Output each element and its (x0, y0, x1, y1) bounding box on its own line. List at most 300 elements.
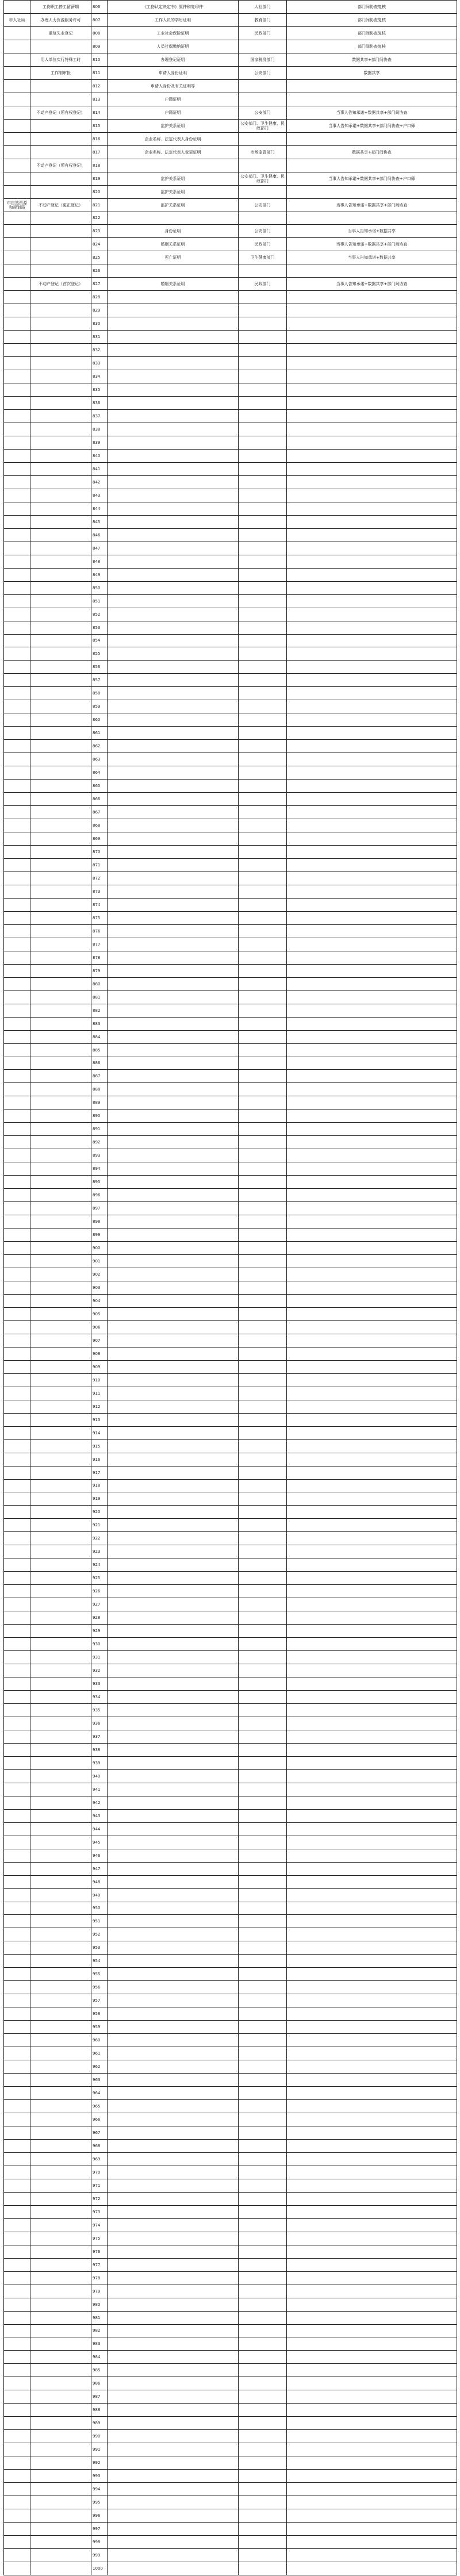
item-cell (30, 1123, 91, 1136)
region-cell (4, 700, 30, 713)
item-cell (30, 2390, 91, 2404)
mode-cell (287, 449, 457, 462)
table-row (4, 1664, 457, 1677)
mode-cell (287, 1189, 457, 1202)
table-row (4, 1110, 457, 1123)
material-cell: 监护关系证明 (108, 198, 239, 212)
material-cell (108, 212, 239, 225)
mode-cell (287, 991, 457, 1004)
region-cell (4, 2007, 30, 2021)
number-cell: 971 (91, 2179, 108, 2192)
department-cell: 民政部门 (239, 238, 287, 251)
department-cell (239, 846, 287, 859)
item-cell (30, 475, 91, 489)
item-cell (30, 1030, 91, 1043)
region-cell (4, 26, 30, 40)
number-cell: 869 (91, 832, 108, 846)
mode-cell (287, 1968, 457, 1981)
region-cell (4, 1387, 30, 1400)
region-cell (4, 436, 30, 449)
item-cell (30, 1466, 91, 1479)
item-cell (30, 1968, 91, 1981)
item-cell (30, 2152, 91, 2166)
table-row (4, 397, 457, 410)
region-cell (4, 2113, 30, 2126)
department-cell (239, 938, 287, 951)
department-cell (239, 159, 287, 172)
material-cell (108, 1360, 239, 1373)
table-row (4, 449, 457, 462)
mode-cell (287, 462, 457, 475)
region-cell (4, 119, 30, 132)
department-cell (239, 1162, 287, 1176)
item-cell (30, 462, 91, 475)
material-cell (108, 1162, 239, 1176)
table-row (4, 1743, 457, 1756)
number-cell: 980 (91, 2298, 108, 2311)
material-cell (108, 1730, 239, 1743)
region-cell (4, 1849, 30, 1862)
mode-cell (287, 2496, 457, 2509)
number-cell: 808 (91, 26, 108, 40)
department-cell (239, 1981, 287, 1994)
item-cell (30, 2021, 91, 2034)
department-cell (239, 1453, 287, 1466)
region-cell (4, 1400, 30, 1413)
material-cell (108, 1756, 239, 1769)
item-cell (30, 1043, 91, 1057)
table-row (4, 383, 457, 397)
material-cell (108, 1479, 239, 1492)
number-cell: 945 (91, 1836, 108, 1849)
department-cell (239, 2060, 287, 2074)
region-cell (4, 2417, 30, 2430)
region-cell (4, 66, 30, 79)
item-cell (30, 1664, 91, 1677)
department-cell (239, 1598, 287, 1611)
mode-cell (287, 1703, 457, 1717)
region-cell (4, 1532, 30, 1545)
department-cell (239, 1730, 287, 1743)
table-row (4, 2192, 457, 2205)
item-cell (30, 40, 91, 53)
region-cell (4, 2245, 30, 2258)
table-row (4, 1347, 457, 1360)
mode-cell (287, 1413, 457, 1426)
region-cell (4, 1215, 30, 1229)
mode-cell (287, 1320, 457, 1334)
item-cell (30, 2100, 91, 2113)
item-cell (30, 1717, 91, 1730)
region-cell (4, 674, 30, 687)
table-row (4, 1545, 457, 1558)
material-cell: 婚姻关系证明 (108, 238, 239, 251)
department-cell: 公安部门 (239, 198, 287, 212)
department-cell (239, 515, 287, 528)
region-cell (4, 1347, 30, 1360)
department-cell (239, 766, 287, 780)
material-cell (108, 2536, 239, 2549)
table-row (4, 436, 457, 449)
number-cell: 874 (91, 898, 108, 911)
department-cell (239, 2404, 287, 2417)
department-cell (239, 1229, 287, 1242)
region-cell (4, 238, 30, 251)
table-row (4, 1229, 457, 1242)
item-cell (30, 2470, 91, 2483)
mode-cell (287, 2192, 457, 2205)
number-cell: 935 (91, 1703, 108, 1717)
mode-cell (287, 885, 457, 898)
number-cell: 925 (91, 1572, 108, 1585)
item-cell (30, 2536, 91, 2549)
material-cell (108, 1888, 239, 1902)
table-row (4, 1215, 457, 1229)
department-cell (239, 1915, 287, 1928)
item-cell (30, 238, 91, 251)
number-cell: 810 (91, 53, 108, 66)
department-cell (239, 2034, 287, 2047)
mode-cell: 部门间协查复核 (287, 1, 457, 14)
region-cell: 市人社局 (4, 13, 30, 26)
table-row (4, 1479, 457, 1492)
table-row (4, 1334, 457, 1347)
material-cell (108, 2285, 239, 2298)
department-cell (239, 2047, 287, 2060)
material-cell (108, 2417, 239, 2430)
mode-cell: 部门间协查复核 (287, 26, 457, 40)
department-cell (239, 1492, 287, 1506)
region-cell (4, 449, 30, 462)
mode-cell (287, 2232, 457, 2245)
table-row (4, 2047, 457, 2060)
department-cell (239, 370, 287, 383)
table-row (4, 2430, 457, 2443)
mode-cell (287, 1756, 457, 1769)
department-cell (239, 2562, 287, 2575)
department-cell (239, 1070, 287, 1083)
number-cell: 868 (91, 819, 108, 832)
region-cell (4, 1994, 30, 2007)
item-cell (30, 621, 91, 634)
item-cell (30, 568, 91, 581)
table-row (4, 1004, 457, 1017)
material-cell (108, 2245, 239, 2258)
department-cell (239, 1017, 287, 1030)
mode-cell (287, 1888, 457, 1902)
item-cell (30, 1307, 91, 1320)
item-cell (30, 819, 91, 832)
department-cell (239, 964, 287, 977)
number-cell: 833 (91, 357, 108, 370)
item-cell (30, 2245, 91, 2258)
item-cell: 工伤职工停工留薪期 (30, 1, 91, 14)
number-cell: 888 (91, 1083, 108, 1096)
department-cell (239, 1968, 287, 1981)
number-cell: 949 (91, 1888, 108, 1902)
item-cell (30, 1149, 91, 1162)
mode-cell (287, 2100, 457, 2113)
number-cell: 902 (91, 1268, 108, 1281)
mode-cell (287, 1492, 457, 1506)
mode-cell: 部门间协查复核 (287, 40, 457, 53)
mode-cell (287, 1585, 457, 1598)
material-cell (108, 727, 239, 740)
department-cell (239, 700, 287, 713)
table-row (4, 410, 457, 423)
department-cell (239, 1043, 287, 1057)
item-cell (30, 1426, 91, 1439)
mode-cell (287, 1677, 457, 1691)
region-cell (4, 1162, 30, 1176)
material-cell: 工作人员的学历证明 (108, 13, 239, 26)
region-cell (4, 370, 30, 383)
number-cell: 860 (91, 713, 108, 727)
department-cell (239, 819, 287, 832)
material-cell (108, 2113, 239, 2126)
number-cell: 859 (91, 700, 108, 713)
department-cell (239, 1136, 287, 1149)
number-cell: 856 (91, 661, 108, 674)
department-cell (239, 489, 287, 502)
item-cell (30, 1017, 91, 1030)
region-cell (4, 2047, 30, 2060)
department-cell (239, 1796, 287, 1809)
table-row (4, 1849, 457, 1862)
table-row (4, 1915, 457, 1928)
department-cell (239, 780, 287, 793)
item-cell (30, 145, 91, 159)
item-cell (30, 1783, 91, 1796)
department-cell (239, 2218, 287, 2232)
material-cell (108, 1955, 239, 1968)
region-cell (4, 410, 30, 423)
region-cell (4, 2100, 30, 2113)
material-cell (108, 1347, 239, 1360)
mode-cell (287, 1057, 457, 1070)
table-row (4, 2337, 457, 2351)
department-cell (239, 1176, 287, 1189)
material-cell (108, 344, 239, 357)
item-cell (30, 1334, 91, 1347)
mode-cell (287, 1215, 457, 1229)
region-cell (4, 1149, 30, 1162)
table-row (4, 964, 457, 977)
material-cell (108, 1057, 239, 1070)
item-cell (30, 2496, 91, 2509)
department-cell (239, 1677, 287, 1691)
number-cell: 1000 (91, 2562, 108, 2575)
region-cell (4, 2021, 30, 2034)
mode-cell (287, 1229, 457, 1242)
table-row (4, 1691, 457, 1704)
material-cell (108, 2271, 239, 2285)
item-cell (30, 2034, 91, 2047)
item-cell (30, 2456, 91, 2470)
table-row (4, 185, 457, 198)
item-cell (30, 2139, 91, 2152)
department-cell (239, 1334, 287, 1347)
department-cell (239, 1809, 287, 1822)
department-cell (239, 1123, 287, 1136)
table-row (4, 924, 457, 938)
table-row (4, 212, 457, 225)
item-cell (30, 1875, 91, 1888)
number-cell: 841 (91, 462, 108, 475)
table-row (4, 119, 457, 132)
region-cell (4, 1466, 30, 1479)
material-cell (108, 1862, 239, 1875)
number-cell: 826 (91, 264, 108, 278)
region-cell (4, 185, 30, 198)
region-cell (4, 1320, 30, 1334)
department-cell (239, 410, 287, 423)
table-row (4, 172, 457, 185)
department-cell (239, 581, 287, 594)
department-cell (239, 2430, 287, 2443)
material-cell (108, 515, 239, 528)
material-cell (108, 449, 239, 462)
number-cell: 932 (91, 1664, 108, 1677)
region-cell (4, 93, 30, 106)
number-cell: 955 (91, 1968, 108, 1981)
department-cell (239, 436, 287, 449)
table-row (4, 462, 457, 475)
material-cell (108, 1849, 239, 1862)
material-cell (108, 1769, 239, 1783)
material-cell (108, 410, 239, 423)
department-cell (239, 1149, 287, 1162)
material-cell (108, 1545, 239, 1558)
table-row (4, 2523, 457, 2536)
mode-cell (287, 1439, 457, 1453)
region-cell (4, 317, 30, 331)
department-cell (239, 2113, 287, 2126)
department-cell (239, 2483, 287, 2496)
material-cell: 监护关系证明 (108, 119, 239, 132)
number-cell: 864 (91, 766, 108, 780)
mode-cell (287, 185, 457, 198)
region-cell (4, 212, 30, 225)
item-cell (30, 1572, 91, 1585)
table-row (4, 1294, 457, 1307)
mode-cell (287, 2351, 457, 2364)
number-cell: 904 (91, 1294, 108, 1307)
number-cell: 930 (91, 1638, 108, 1651)
department-cell (239, 793, 287, 806)
item-cell (30, 1387, 91, 1400)
material-cell (108, 1809, 239, 1822)
mode-cell (287, 1373, 457, 1387)
mode-cell (287, 2126, 457, 2139)
material-cell (108, 2483, 239, 2496)
table-row (4, 1796, 457, 1809)
item-cell (30, 1413, 91, 1426)
region-cell (4, 2377, 30, 2390)
mode-cell (287, 2324, 457, 2337)
number-cell: 978 (91, 2271, 108, 2285)
number-cell: 910 (91, 1373, 108, 1387)
number-cell: 828 (91, 291, 108, 304)
mode-cell (287, 911, 457, 924)
material-cell (108, 2364, 239, 2377)
department-cell (239, 185, 287, 198)
material-cell (108, 2126, 239, 2139)
region-cell (4, 1769, 30, 1783)
region-cell (4, 1096, 30, 1110)
table-row (4, 1413, 457, 1426)
region-cell (4, 1268, 30, 1281)
number-cell: 994 (91, 2483, 108, 2496)
material-cell (108, 1598, 239, 1611)
department-cell (239, 2443, 287, 2456)
number-cell: 941 (91, 1783, 108, 1796)
mode-cell (287, 1004, 457, 1017)
department-cell: 公安部门、卫生健康、民政部门 (239, 119, 287, 132)
material-cell (108, 2324, 239, 2337)
mode-cell (287, 1625, 457, 1638)
item-cell (30, 2324, 91, 2337)
region-cell (4, 608, 30, 621)
table-row (4, 2562, 457, 2575)
material-cell: 工业社会保险证明 (108, 26, 239, 40)
table-row (4, 806, 457, 819)
mode-cell (287, 700, 457, 713)
material-cell (108, 1611, 239, 1625)
number-cell: 862 (91, 740, 108, 753)
region-cell (4, 1110, 30, 1123)
number-cell: 976 (91, 2245, 108, 2258)
region-cell (4, 1611, 30, 1625)
item-cell: 不动产登记（所有权登记） (30, 159, 91, 172)
department-cell (239, 397, 287, 410)
department-cell (239, 1572, 287, 1585)
table-row (4, 1822, 457, 1836)
item-cell (30, 1400, 91, 1413)
department-cell (239, 911, 287, 924)
mode-cell: 当事人告知承诺+数据共享+部门间协查+户口簿 (287, 119, 457, 132)
number-cell: 990 (91, 2430, 108, 2443)
department-cell (239, 1717, 287, 1730)
item-cell (30, 1625, 91, 1638)
number-cell: 973 (91, 2205, 108, 2218)
mode-cell (287, 317, 457, 331)
number-cell: 938 (91, 1743, 108, 1756)
region-cell (4, 1915, 30, 1928)
number-cell: 940 (91, 1769, 108, 1783)
mode-cell (287, 304, 457, 317)
department-cell: 民政部门 (239, 26, 287, 40)
number-cell: 963 (91, 2074, 108, 2087)
item-cell (30, 1176, 91, 1189)
table-row (4, 2377, 457, 2390)
material-cell (108, 858, 239, 872)
table-row (4, 2218, 457, 2232)
mode-cell (287, 2536, 457, 2549)
material-cell (108, 2496, 239, 2509)
item-cell (30, 2047, 91, 2060)
mode-cell (287, 1070, 457, 1083)
table-row (4, 2548, 457, 2562)
mode-cell: 部门间协查复核 (287, 13, 457, 26)
mode-cell (287, 2021, 457, 2034)
department-cell (239, 806, 287, 819)
region-cell (4, 2271, 30, 2285)
item-cell (30, 251, 91, 264)
department-cell (239, 2285, 287, 2298)
material-cell (108, 1453, 239, 1466)
item-cell (30, 1611, 91, 1625)
